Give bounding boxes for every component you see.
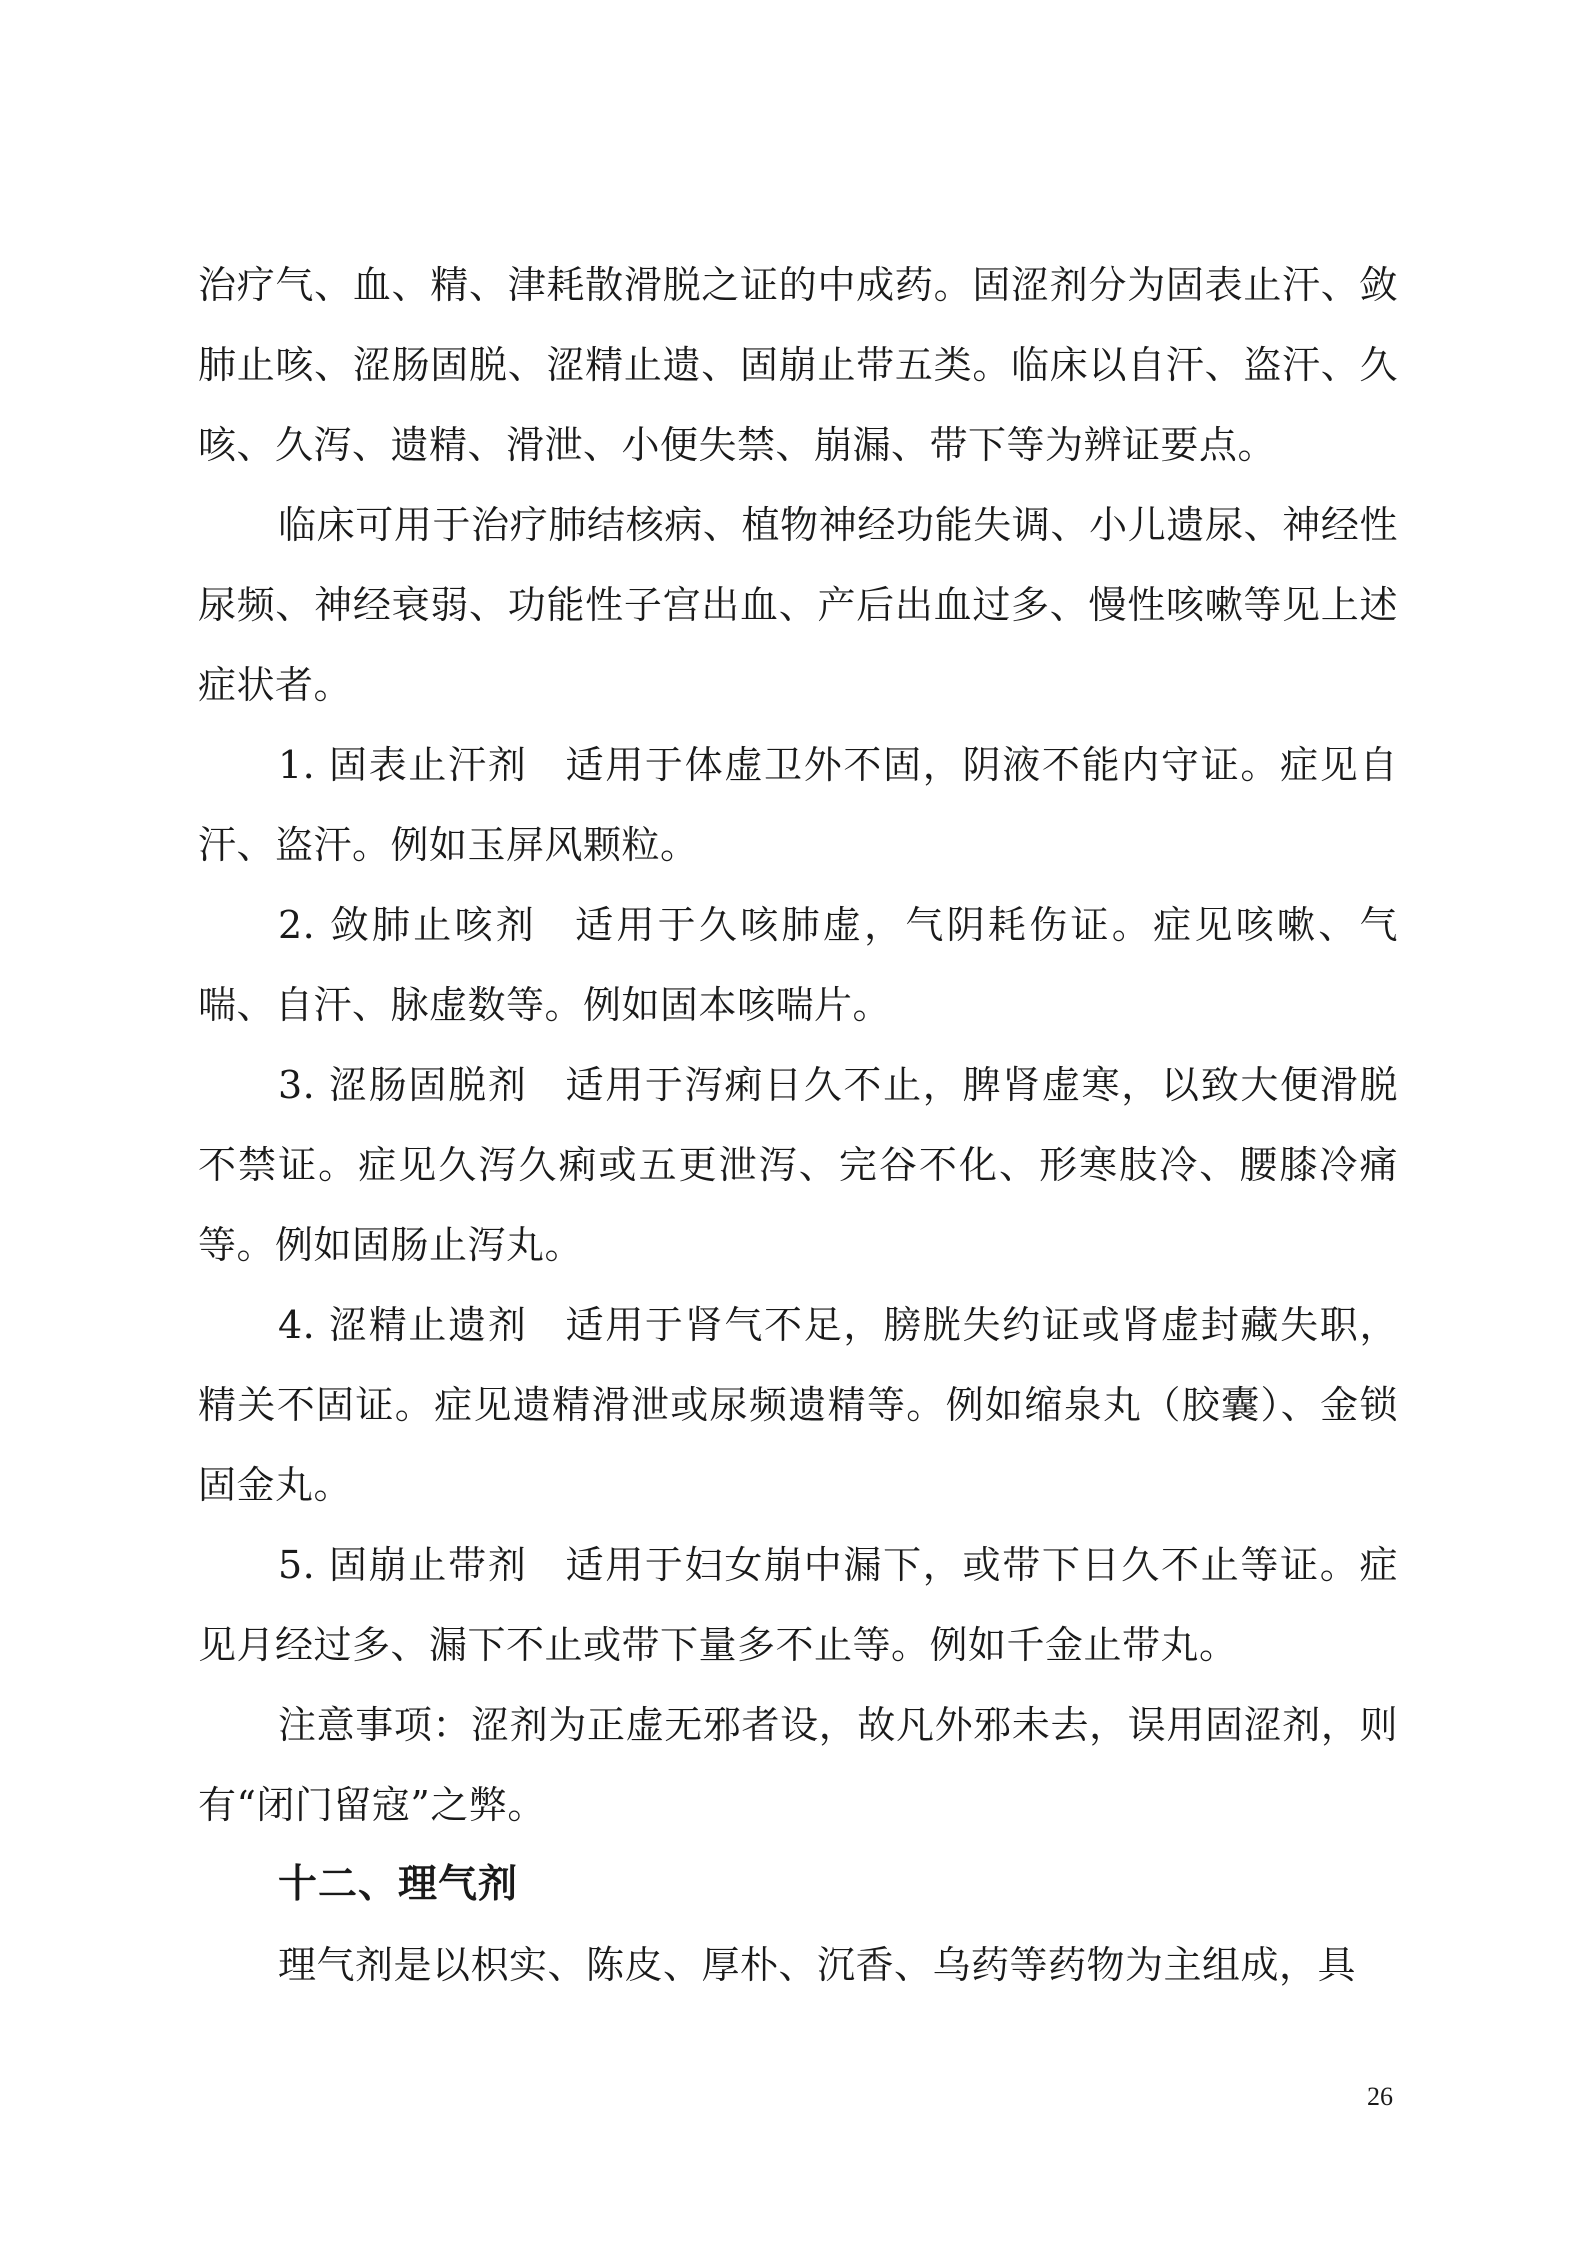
category-4-body: 适用于肾气不足，膀胱失约证或肾虚封藏失职，精关不固证。症见遗精滑泄或尿频遗精等。例如缩泉丸（胶囊）、金锁固金丸。 <box>198 1303 1398 1507</box>
page-number: 26 <box>1367 2082 1393 2111</box>
category-1-body: 适用于体虚卫外不固，阴液不能内守证。症见自汗、盗汗。例如玉屏风颗粒。 <box>198 743 1398 867</box>
paragraph-precautions: 注意事项：涩剂为正虚无邪者设，故凡外邪未去，误用固涩剂，则有“闭门留寇”之弊。 <box>198 1703 1398 1827</box>
paragraph-intro: 治疗气、血、精、津耗散滑脱之证的中成药。固涩剂分为固表止汗、敛肺止咳、涩肠固脱、涩精止遗、固崩止带五类。临床以自汗、盗汗、久咳、久泻、遗精、滑泄、小便失禁、崩漏、带下等为辨证要点。 <box>198 263 1398 467</box>
paragraph-category-5 <box>198 1525 1398 1685</box>
category-2-term: 2. 敛肺止咳剂 <box>278 903 538 947</box>
document-body <box>198 245 1398 2005</box>
paragraph-clinical-use: 临床可用于治疗肺结核病、植物神经功能失调、小儿遗尿、神经性尿频、神经衰弱、功能性子宫出血、产后出血过多、慢性咳嗽等见上述症状者。 <box>198 503 1398 707</box>
paragraph-category-1 <box>198 725 1398 885</box>
category-2-body: 适用于久咳肺虚，气阴耗伤证。症见咳嗽、气喘、自汗、脉虚数等。例如固本咳喘片。 <box>198 903 1398 1027</box>
paragraph-qi-regulating: 理气剂是以枳实、陈皮、厚朴、沉香、乌药等药物为主组成，具 <box>278 1943 1357 1987</box>
category-3-term: 3. 涩肠固脱剂 <box>278 1063 528 1107</box>
category-5-body: 适用于妇女崩中漏下，或带下日久不止等证。症见月经过多、漏下不止或带下量多不止等。例如千金止带丸。 <box>198 1543 1398 1667</box>
section-heading: 十二、理气剂 <box>278 1862 519 1907</box>
paragraph-category-2 <box>198 885 1398 1045</box>
category-4-term: 4. 涩精止遗剂 <box>278 1303 528 1347</box>
category-5-term: 5. 固崩止带剂 <box>278 1543 528 1587</box>
paragraph-category-3 <box>198 1045 1398 1285</box>
paragraph-category-4 <box>198 1285 1398 1525</box>
category-1-term: 1. 固表止汗剂 <box>278 743 528 787</box>
category-3-body: 适用于泻痢日久不止，脾肾虚寒，以致大便滑脱不禁证。症见久泻久痢或五更泄泻、完谷不化、形寒肢冷、腰膝冷痛等。例如固肠止泻丸。 <box>198 1063 1398 1267</box>
